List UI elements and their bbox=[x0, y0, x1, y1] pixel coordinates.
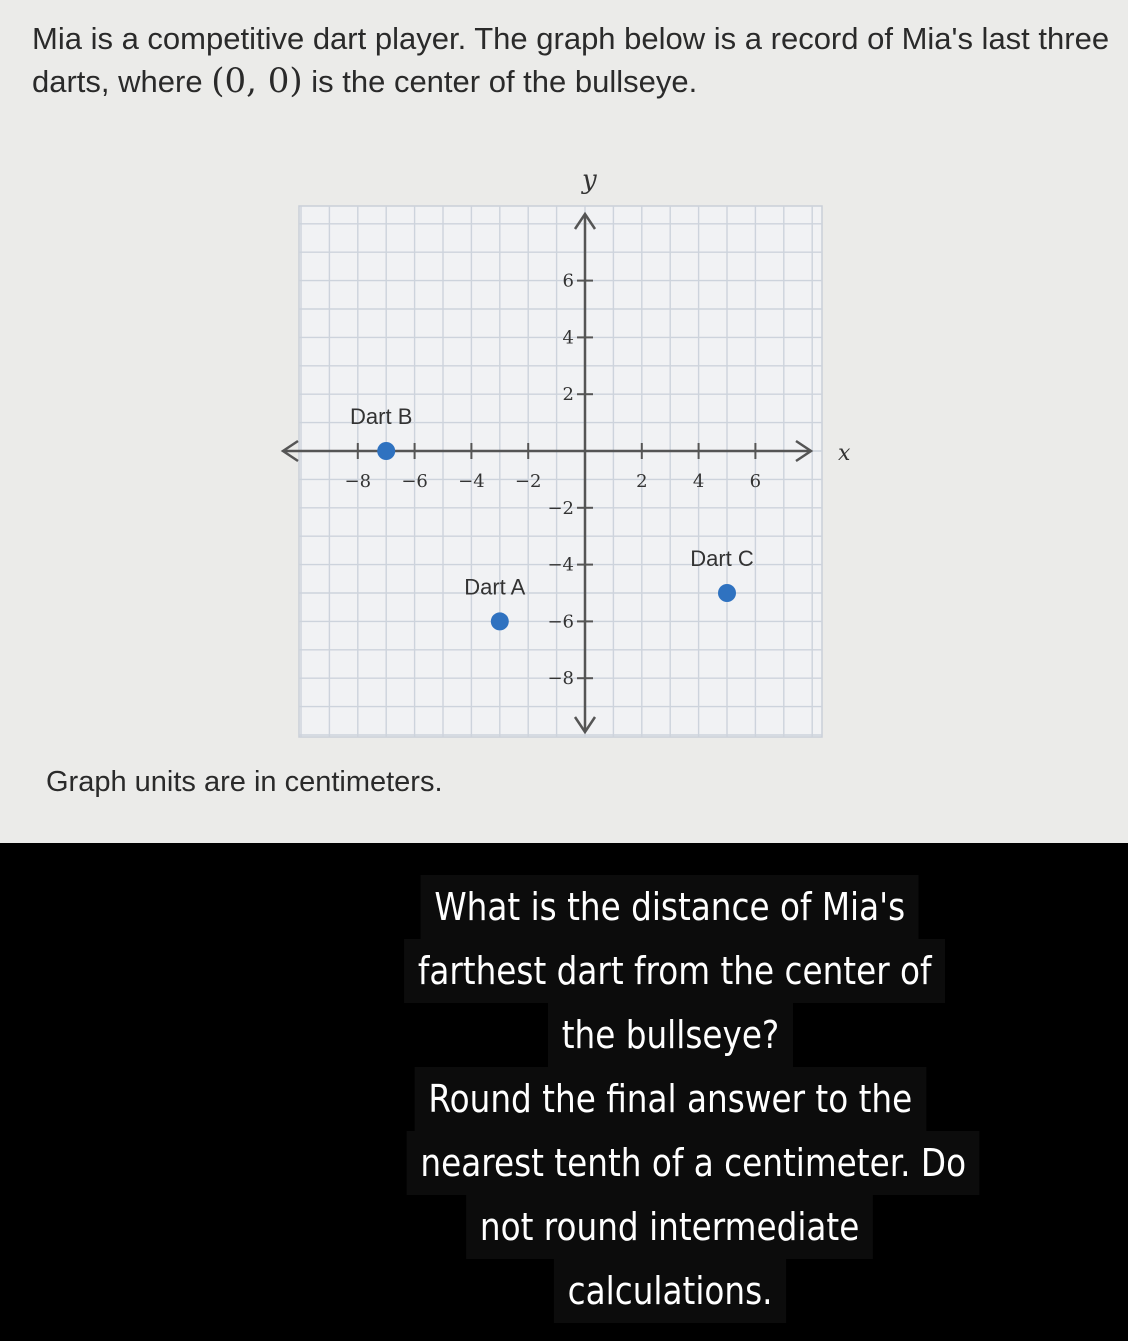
x-tick-label: −4 bbox=[458, 471, 485, 492]
dart-label: Dart A bbox=[464, 574, 526, 600]
dart-point bbox=[491, 612, 509, 630]
dart-label: Dart C bbox=[690, 546, 754, 571]
x-axis-label: x bbox=[838, 441, 851, 466]
question-overlay bbox=[0, 843, 1128, 1341]
grid-background bbox=[299, 206, 822, 737]
graph-grid bbox=[299, 206, 822, 737]
dart-label: Dart B bbox=[350, 404, 413, 429]
question-line: the bullseye? bbox=[547, 1003, 792, 1067]
prompt-text-before: Mia is a competitive dart player. The graph below is a record of Mia's last three darts, where bbox=[32, 21, 1110, 99]
y-tick-label: −2 bbox=[547, 497, 574, 519]
units-note: Graph units are in centimeters. bbox=[46, 766, 443, 798]
y-tick-label: −4 bbox=[547, 554, 574, 576]
y-tick-label: 2 bbox=[562, 384, 574, 406]
x-tick-label: −8 bbox=[344, 471, 372, 492]
x-tick-label: −6 bbox=[401, 471, 428, 492]
x-tick-label: 2 bbox=[636, 471, 648, 492]
y-tick-label: −6 bbox=[547, 611, 574, 633]
question-text bbox=[360, 875, 980, 1323]
question-line: nearest tenth of a centimeter. Do bbox=[407, 1131, 980, 1195]
question-line: What is the distance of Mia's bbox=[421, 875, 919, 939]
x-tick-label: −2 bbox=[514, 471, 542, 492]
dart-point bbox=[377, 442, 395, 460]
y-tick-label: 6 bbox=[562, 270, 574, 292]
prompt-text-after: is the center of the bullseye. bbox=[302, 64, 698, 99]
question-line: farthest dart from the center of bbox=[404, 939, 945, 1003]
question-line: not round intermediate bbox=[467, 1195, 874, 1259]
x-tick-label: 6 bbox=[749, 471, 762, 492]
dart-point bbox=[718, 584, 736, 602]
y-tick-label: −8 bbox=[547, 668, 574, 690]
x-tick-label: 4 bbox=[692, 471, 705, 492]
y-axis-label: y bbox=[582, 165, 597, 195]
question-line: Round the final answer to the bbox=[414, 1067, 925, 1131]
origin-coordinate: (0, 0) bbox=[211, 61, 303, 101]
y-tick-label: 4 bbox=[562, 327, 574, 349]
question-line: calculations. bbox=[554, 1259, 786, 1323]
